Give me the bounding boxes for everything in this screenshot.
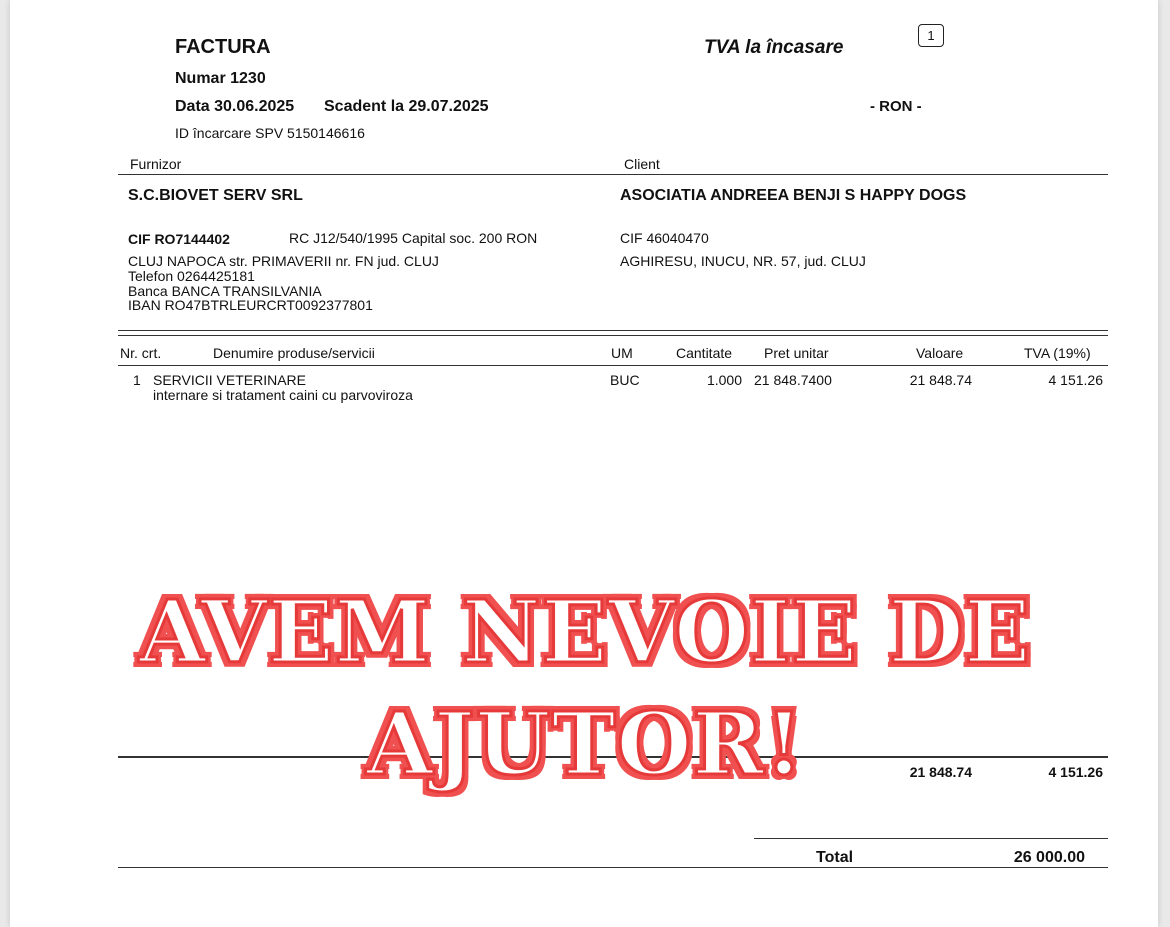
row-nr: 1 bbox=[133, 372, 141, 388]
supplier-iban: IBAN RO47BTRLEURCRT0092377801 bbox=[128, 297, 373, 313]
spv-upload-id: ID încarcare SPV 5150146616 bbox=[175, 125, 365, 141]
invoice-date: Data 30.06.2025 bbox=[175, 98, 295, 115]
table-header-rule bbox=[118, 365, 1108, 366]
col-header-cantitate: Cantitate bbox=[676, 345, 733, 361]
supplier-address: CLUJ NAPOCA str. PRIMAVERII nr. FN jud. CLUJ bbox=[128, 253, 439, 269]
row-tva: 4 151.26 bbox=[1048, 372, 1103, 388]
supplier-label: Furnizor bbox=[130, 156, 182, 172]
supplier-bank: Banca BANCA TRANSILVANIA bbox=[128, 283, 322, 299]
client-cif: CIF 46040470 bbox=[620, 230, 709, 246]
row-um: BUC bbox=[610, 372, 640, 388]
invoice-number: Numar 1230 bbox=[175, 70, 266, 87]
table-top-rule-2 bbox=[118, 335, 1108, 336]
total-value: 26 000.00 bbox=[1013, 849, 1085, 866]
total-label: Total bbox=[816, 849, 854, 866]
help-banner-line2: AJUTOR! bbox=[366, 694, 804, 795]
row-detaliu: internare si tratament caini cu parvoviroza bbox=[153, 387, 413, 403]
currency-label: - RON - bbox=[870, 98, 922, 115]
due-date: Scadent la 29.07.2025 bbox=[324, 98, 489, 115]
client-label: Client bbox=[624, 156, 660, 172]
supplier-phone: Telefon 0264425181 bbox=[128, 268, 255, 284]
supplier-cif: CIF RO7144402 bbox=[128, 231, 230, 247]
col-header-pret: Pret unitar bbox=[764, 345, 829, 361]
total-bottom-rule bbox=[118, 867, 1108, 868]
client-address: AGHIRESU, INUCU, NR. 57, jud. CLUJ bbox=[620, 253, 866, 269]
row-cantitate: 1.000 bbox=[706, 372, 742, 388]
table-top-rule-1 bbox=[118, 330, 1108, 331]
col-header-denumire: Denumire produse/servicii bbox=[213, 345, 375, 361]
total-top-rule bbox=[754, 838, 1108, 839]
tva-note: TVA la încasare bbox=[704, 37, 844, 58]
help-banner-line1: AVEM NEVOIE DE bbox=[138, 582, 1031, 683]
col-header-tva: TVA (19%) bbox=[1024, 345, 1091, 361]
supplier-rc: RC J12/540/1995 Capital soc. 200 RON bbox=[289, 230, 538, 246]
page-number-box: 1 bbox=[918, 24, 944, 47]
subtotal-valoare: 21 848.74 bbox=[909, 764, 972, 780]
supplier-name: S.C.BIOVET SERV SRL bbox=[128, 187, 303, 204]
row-valoare: 21 848.74 bbox=[909, 372, 972, 388]
row-denumire: SERVICII VETERINARE bbox=[153, 372, 307, 388]
col-header-valoare: Valoare bbox=[916, 345, 964, 361]
row-pret: 21 848.7400 bbox=[754, 372, 832, 388]
col-header-nr: Nr. crt. bbox=[120, 345, 162, 361]
divider-parties bbox=[118, 174, 1108, 175]
invoice-title: FACTURA bbox=[175, 36, 271, 58]
col-header-um: UM bbox=[611, 345, 633, 361]
client-name: ASOCIATIA ANDREEA BENJI S HAPPY DOGS bbox=[620, 187, 967, 204]
subtotal-tva: 4 151.26 bbox=[1048, 764, 1103, 780]
